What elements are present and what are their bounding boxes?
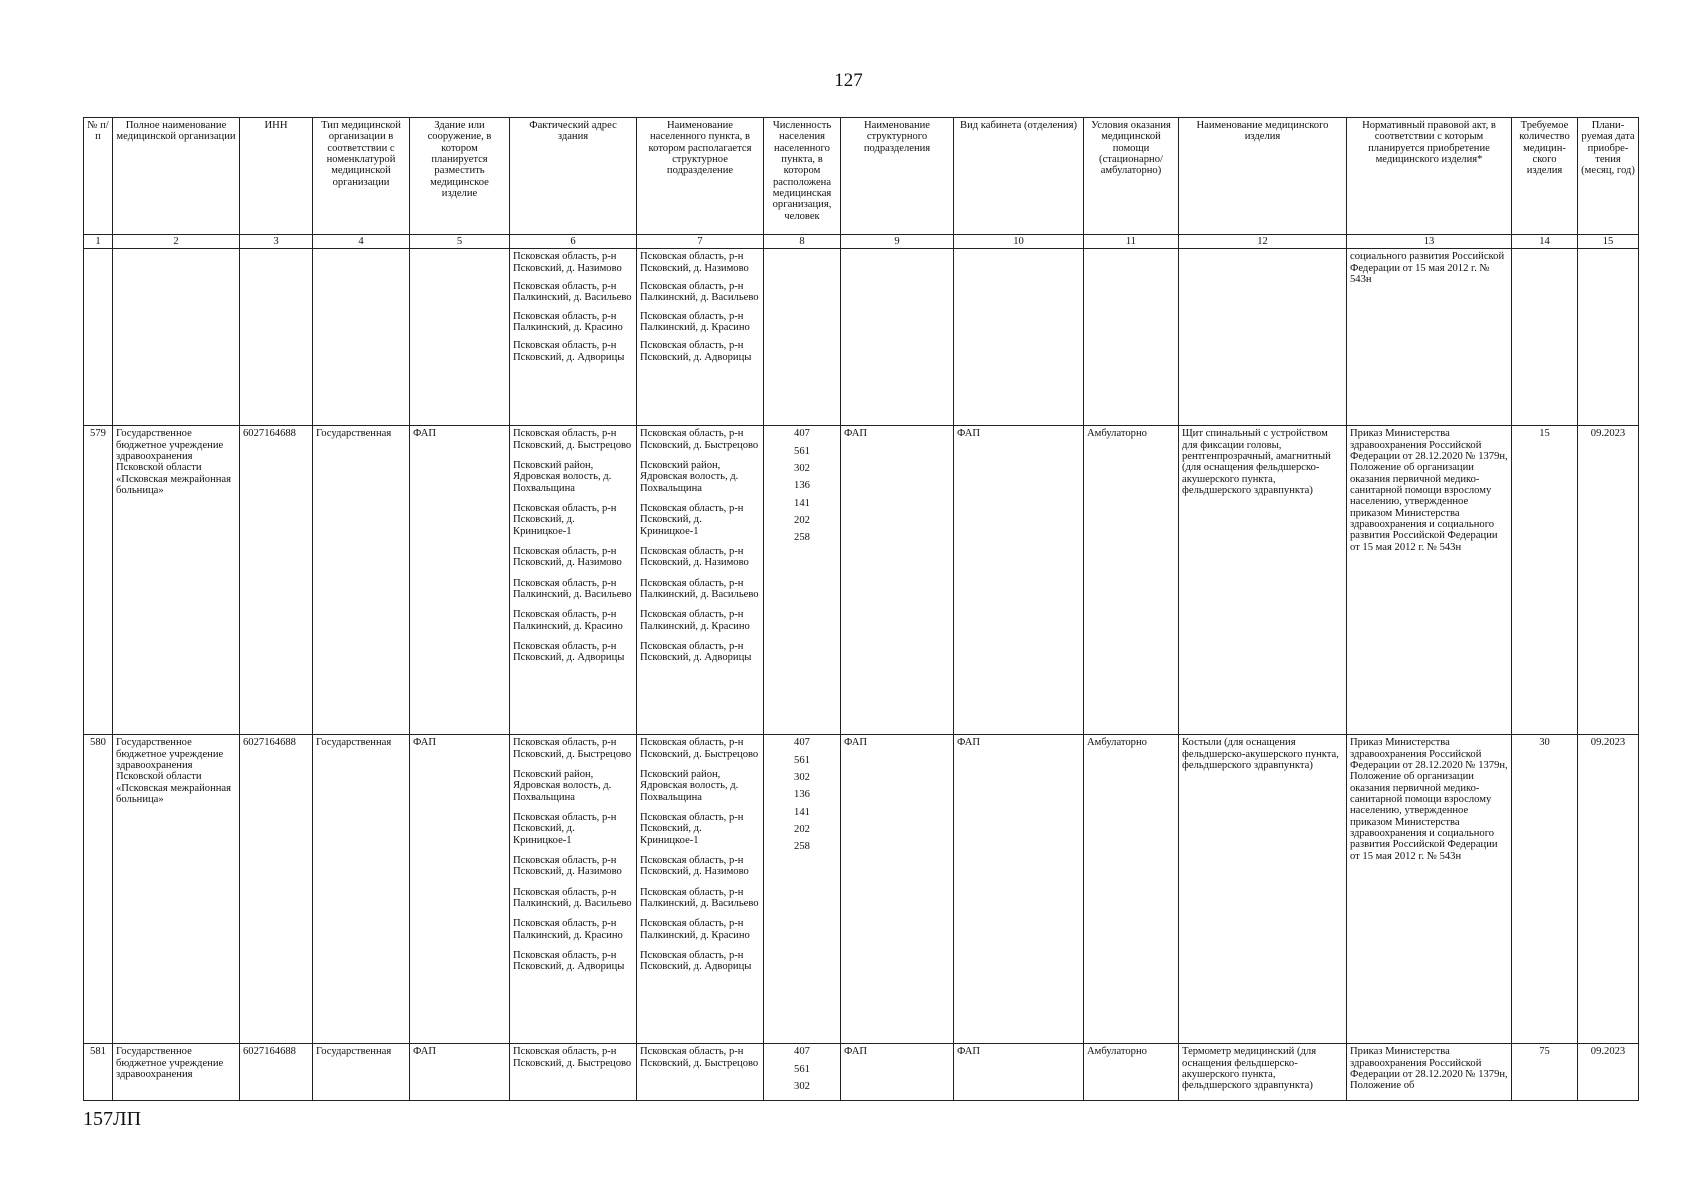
settlement-cell — [637, 1044, 764, 1101]
address: Псковский район, Ядровская волость, д. Похвальщина — [513, 459, 612, 494]
page-number: 127 — [834, 70, 863, 91]
address: Псковская область, р-н Псковский, д. Быстрецово — [513, 428, 632, 451]
column-number: 13 — [1347, 235, 1512, 249]
address: Псковская область, р-н Псковский, д. Назимово — [513, 854, 622, 878]
building: ФАП — [410, 426, 510, 735]
population: 202 — [794, 823, 810, 835]
organization-name: Государственное бюджетное учреждение здравоохранения Псковской области «Псковская межрайонная больница» — [113, 735, 240, 1044]
medical-equipment-table — [83, 117, 1639, 1101]
legal-act: социального развития Российской Федерации от 15 мая 2012 г. № 543н — [1347, 249, 1512, 426]
population: 258 — [794, 532, 810, 544]
organization-type: Государственная — [313, 735, 410, 1044]
column-number: 9 — [841, 235, 954, 249]
population-cell — [764, 1044, 841, 1101]
purchase-date: 09.2023 — [1578, 426, 1639, 735]
column-number: 5 — [410, 235, 510, 249]
address: Псковская область, р-н Палкинский, д. Васильево — [513, 577, 632, 600]
column-number: 1 — [84, 235, 113, 249]
column-number: 15 — [1578, 235, 1639, 249]
table-row — [84, 426, 1639, 735]
address-cell — [510, 735, 637, 1044]
inn: 6027164688 — [240, 426, 313, 735]
inn: 6027164688 — [240, 735, 313, 1044]
continuation-row — [84, 249, 1639, 426]
building: ФАП — [410, 1044, 510, 1101]
care-conditions: Амбулаторно — [1084, 1044, 1179, 1101]
column-header: Тип медицинской организации в соответствии с номенклатурой медицинской организации — [313, 118, 410, 235]
address: Псковская область, р-н Псковский, д. Адворицы — [513, 640, 625, 664]
address: Псковский район, Ядровская волость, д. Похвальщина — [513, 768, 612, 803]
settlement: Псковская область, р-н Псковский, д. Назимово — [640, 854, 749, 878]
settlement: Псковская область, р-н Палкинский, д. Васильево — [640, 886, 759, 909]
settlement: Псковский район, Ядровская волость, д. Похвальщина — [640, 459, 739, 494]
address: Псковская область, р-н Псковский, д. Криницкое-1 — [513, 502, 617, 537]
population: 407 — [794, 428, 810, 440]
column-number: 10 — [954, 235, 1084, 249]
organization-type: Государственная — [313, 426, 410, 735]
building: ФАП — [410, 735, 510, 1044]
column-header: Условия оказания медицинской помощи (стационарно/ амбулаторно) — [1084, 118, 1179, 235]
column-number: 11 — [1084, 235, 1179, 249]
care-conditions: Амбулаторно — [1084, 735, 1179, 1044]
population: 302 — [794, 771, 810, 783]
population: 258 — [794, 841, 810, 853]
population: 561 — [794, 754, 810, 766]
column-header: Наименование структурного подразделения — [841, 118, 954, 235]
settlement: Псковская область, р-н Палкинский, д. Васильево — [640, 577, 759, 600]
address: Псковская область, р-н Псковский, д. Криницкое-1 — [513, 811, 617, 846]
cabinet-type: ФАП — [954, 735, 1084, 1044]
settlement-cell — [637, 735, 764, 1044]
settlement-cell — [637, 426, 764, 735]
quantity: 75 — [1512, 1044, 1578, 1101]
organization-name: Государственное бюджетное учреждение здравоохранения Псковской области «Псковская межрайонная больница» — [113, 426, 240, 735]
column-number: 6 — [510, 235, 637, 249]
settlement: Псковская область, р-н Палкинский, д. Красино — [640, 310, 750, 333]
structural-unit: ФАП — [841, 426, 954, 735]
row-number: 580 — [84, 735, 113, 1044]
column-number: 8 — [764, 235, 841, 249]
quantity: 30 — [1512, 735, 1578, 1044]
population: 136 — [794, 789, 810, 801]
inn: 6027164688 — [240, 1044, 313, 1101]
column-header: Нормативный правовой акт, в соответствии с которым планируется приобретение медицинского изделия* — [1347, 118, 1512, 235]
column-number-row — [84, 235, 1639, 249]
table-row — [84, 735, 1639, 1044]
column-number: 12 — [1179, 235, 1347, 249]
device-name: Термометр медицинский (для оснащения фельдшерско-акушерского пункта, фельдшерского здравпункта) — [1179, 1044, 1347, 1101]
column-header: Наименование медицинского изделия — [1179, 118, 1347, 235]
structural-unit: ФАП — [841, 735, 954, 1044]
settlement: Псковская область, р-н Псковский, д. Назимово — [640, 251, 749, 274]
purchase-date: 09.2023 — [1578, 1044, 1639, 1101]
organization-type: Государственная — [313, 1044, 410, 1101]
population-cell — [764, 735, 841, 1044]
column-header: Наименование населенного пункта, в котором располагается структурное подразделение — [637, 118, 764, 235]
address: Псковская область, р-н Палкинский, д. Васильево — [513, 280, 632, 304]
settlement: Псковская область, р-н Псковский, д. Криницкое-1 — [640, 502, 744, 537]
column-header: № п/п — [84, 118, 113, 235]
settlement: Псковская область, р-н Псковский, д. Назимово — [640, 545, 749, 569]
settlement: Псковская область, р-н Псковский, д. Быстрецово — [640, 1046, 759, 1069]
settlement: Псковская область, р-н Палкинский, д. Красино — [640, 918, 750, 941]
address-cell — [510, 249, 637, 426]
column-number: 14 — [1512, 235, 1578, 249]
header-row — [84, 118, 1639, 235]
care-conditions: Амбулаторно — [1084, 426, 1179, 735]
population: 561 — [794, 1063, 810, 1075]
address-cell — [510, 426, 637, 735]
structural-unit: ФАП — [841, 1044, 954, 1101]
column-header: Полное наименование медицинской организации — [113, 118, 240, 235]
address: Псковская область, р-н Псковский, д. Адворицы — [513, 340, 625, 363]
row-number: 581 — [84, 1044, 113, 1101]
address: Псковская область, р-н Псковский, д. Быстрецово — [513, 737, 632, 760]
population: 136 — [794, 480, 810, 492]
address: Псковская область, р-н Палкинский, д. Красино — [513, 310, 623, 333]
column-number: 3 — [240, 235, 313, 249]
address: Псковская область, р-н Псковский, д. Быстрецово — [513, 1046, 632, 1069]
settlement-cell — [637, 249, 764, 426]
organization-name: Государственное бюджетное учреждение здравоохранения — [113, 1044, 240, 1101]
address: Псковская область, р-н Псковский, д. Назимово — [513, 545, 622, 569]
cabinet-type: ФАП — [954, 426, 1084, 735]
settlement: Псковская область, р-н Палкинский, д. Красино — [640, 609, 750, 632]
address-cell — [510, 1044, 637, 1101]
table-row — [84, 1044, 1639, 1101]
population: 407 — [794, 737, 810, 749]
settlement: Псковская область, р-н Палкинский, д. Васильево — [640, 280, 759, 304]
address: Псковская область, р-н Псковский, д. Адворицы — [513, 949, 625, 973]
address: Псковская область, р-н Псковский, д. Назимово — [513, 251, 622, 274]
column-number: 2 — [113, 235, 240, 249]
device-name: Костыли (для оснащения фельдшерско-акушерского пункта, фельдшерского здравпункта) — [1179, 735, 1347, 1044]
population-cell — [764, 426, 841, 735]
column-header: Требуемое количество медицин-ского изделия — [1512, 118, 1578, 235]
address: Псковская область, р-н Палкинский, д. Красино — [513, 918, 623, 941]
document-code: 157ЛП — [83, 1108, 142, 1130]
column-number: 4 — [313, 235, 410, 249]
column-header: Вид кабинета (отделения) — [954, 118, 1084, 235]
population: 561 — [794, 445, 810, 457]
column-number: 7 — [637, 235, 764, 249]
column-header: Фактический адрес здания — [510, 118, 637, 235]
address: Псковская область, р-н Палкинский, д. Красино — [513, 609, 623, 632]
quantity: 15 — [1512, 426, 1578, 735]
settlement: Псковская область, р-н Псковский, д. Быстрецово — [640, 428, 759, 451]
population: 302 — [794, 1080, 810, 1092]
cabinet-type: ФАП — [954, 1044, 1084, 1101]
settlement: Псковская область, р-н Псковский, д. Адворицы — [640, 949, 752, 973]
settlement: Псковская область, р-н Псковский, д. Адворицы — [640, 640, 752, 664]
settlement: Псковская область, р-н Псковский, д. Криницкое-1 — [640, 811, 744, 846]
population: 407 — [794, 1046, 810, 1058]
purchase-date: 09.2023 — [1578, 735, 1639, 1044]
column-header: Плани-руемая дата приобре-тения (месяц, год) — [1578, 118, 1639, 235]
legal-act: Приказ Министерства здравоохранения Российской Федерации от 28.12.2020 № 1379н, Положение об — [1347, 1044, 1512, 1101]
settlement: Псковская область, р-н Псковский, д. Адворицы — [640, 340, 752, 363]
column-header: Численность населения населенного пункта, в котором расположена медицинская организация, человек — [764, 118, 841, 235]
device-name: Щит спинальный с устройством для фиксации головы, рентгенпрозрачный, амагнитный (для оснащения фельдшерско-акушерского пункта, фельдшерского здравпункта) — [1179, 426, 1347, 735]
column-header: ИНН — [240, 118, 313, 235]
row-number: 579 — [84, 426, 113, 735]
legal-act: Приказ Министерства здравоохранения Российской Федерации от 28.12.2020 № 1379н, Положение об организации оказания первичной медико-санитарной помощи взрослому населению, утвержденное приказом Министерства здравоохранения и социального развития Российской Федерации от 15 мая 2012 г. № 543н — [1347, 735, 1512, 1044]
address: Псковская область, р-н Палкинский, д. Васильево — [513, 886, 632, 909]
population: 202 — [794, 514, 810, 526]
population: 141 — [794, 806, 810, 818]
settlement: Псковская область, р-н Псковский, д. Быстрецово — [640, 737, 759, 760]
settlement: Псковский район, Ядровская волость, д. Похвальщина — [640, 768, 739, 803]
population: 302 — [794, 462, 810, 474]
population: 141 — [794, 497, 810, 509]
legal-act: Приказ Министерства здравоохранения Российской Федерации от 28.12.2020 № 1379н, Положение об организации оказания первичной медико-санитарной помощи взрослому населению, утвержденное приказом Министерства здравоохранения и социального развития Российской Федерации от 15 мая 2012 г. № 543н — [1347, 426, 1512, 735]
column-header: Здание или сооружение, в котором планируется разместить медицинское изделие — [410, 118, 510, 235]
